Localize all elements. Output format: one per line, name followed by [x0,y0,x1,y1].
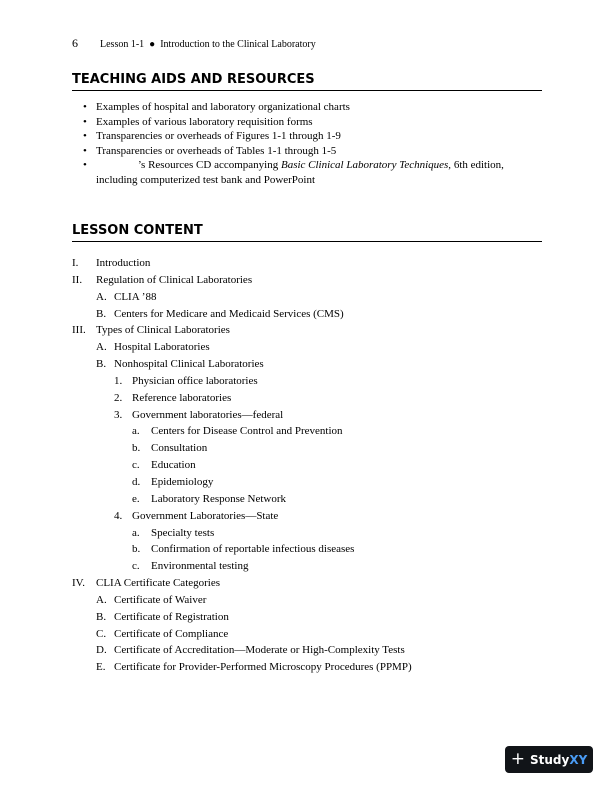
outline-text: Epidemiology [151,475,214,488]
aid-item-resources-cd: • ’s Resources CD accompanying Basic Clinical Laboratory Techniques, 6th edition, including computerized test bank and PowerPoint [72,158,542,187]
outline-text: CLIA Certificate Categories [96,577,221,590]
outline-text: Hospital Laboratories [114,341,210,354]
outline-marker: c. [132,459,140,472]
outline-marker: A. [96,290,107,303]
outline-item [72,508,542,525]
header-bullet: ● [149,39,156,50]
header-title: Introduction to the Clinical Laboratory [160,39,316,50]
outline-marker: A. [96,341,107,354]
outline-item [72,407,542,424]
outline-text: Physician office laboratories [132,374,258,387]
outline-marker: C. [96,627,107,640]
outline-text: Confirmation of reportable infectious diseases [151,543,355,556]
lesson-content-heading: LESSON CONTENT [72,223,542,242]
outline-item [72,626,542,643]
outline-marker: c. [132,560,140,573]
outline-item [72,423,542,440]
outline-item [72,272,542,289]
outline-item [72,491,542,508]
outline-item [72,255,542,272]
outline-item [72,642,542,659]
outline-text: Centers for Medicare and Medicaid Services (CMS) [114,307,344,320]
outline-item [72,575,542,592]
aid-item: • Examples of various laboratory requisition forms [72,115,542,130]
outline-text: Certificate of Compliance [114,627,229,640]
teaching-aids-list [72,100,542,187]
outline-marker: B. [96,358,107,371]
outline-marker: III. [72,324,86,337]
studyxy-logo[interactable] [505,746,593,773]
outline-item [72,558,542,575]
outline-item [72,390,542,407]
outline-item [72,373,542,390]
running-header [72,36,316,51]
outline-item [72,457,542,474]
teaching-aids-heading: TEACHING AIDS AND RESOURCES [72,72,542,91]
outline-text: Education [151,459,196,472]
page-number: 6 [72,36,78,50]
outline-marker: d. [132,475,141,488]
outline-item [72,322,542,339]
outline-text: CLIA ’88 [114,290,157,303]
outline-item [72,306,542,323]
lesson-label: Lesson 1-1 [100,39,145,50]
outline-item [72,289,542,306]
aid-item: • Transparencies or overheads of Tables 1-1 through 1-5 [72,144,542,159]
outline-marker: 1. [114,374,123,387]
outline-item [72,339,542,356]
outline-item [72,525,542,542]
outline-marker: I. [72,257,79,269]
outline-marker: D. [96,644,107,657]
outline-marker: a. [132,526,140,539]
outline-item [72,474,542,491]
aid-item: • Examples of hospital and laboratory organizational charts [72,100,542,115]
outline-text: Nonhospital Clinical Laboratories [114,358,264,371]
aid-item: • Transparencies or overheads of Figures 1-1 through 1-9 [72,129,542,144]
outline-marker: a. [132,425,140,438]
outline-marker: B. [96,610,107,623]
outline-marker: 4. [114,509,123,522]
outline-marker: 3. [114,408,123,421]
outline-item [72,659,542,676]
outline-marker: 2. [114,391,123,404]
outline-text: Certificate of Registration [114,610,229,623]
outline-text: Specialty tests [151,526,215,539]
logo-text: StudyXY [529,752,588,767]
outline-text: Types of Clinical Laboratories [96,324,230,337]
outline-text: Consultation [151,442,208,455]
outline-text: Regulation of Clinical Laboratories [96,273,253,286]
plus-icon: + [510,749,525,769]
outline-item [72,592,542,609]
outline-text: Reference laboratories [132,391,232,404]
outline-text: Government laboratories—federal [132,408,284,421]
outline-text: Certificate for Provider-Performed Microscopy Procedures (PPMP) [114,661,412,674]
outline-item [72,609,542,626]
outline-text: Government Laboratories—State [132,509,279,522]
outline-item [72,356,542,373]
outline-marker: e. [132,492,140,505]
outline-text: Centers for Disease Control and Prevention [151,425,343,438]
outline-text: Introduction [96,257,151,269]
outline-marker: B. [96,307,107,320]
outline-item [72,541,542,558]
outline-marker: A. [96,593,107,606]
outline-marker: b. [132,543,141,556]
outline-text: Certificate of Accreditation—Moderate or High-Complexity Tests [114,644,405,657]
outline-text: Environmental testing [151,560,249,573]
outline-item [72,440,542,457]
outline-text: Laboratory Response Network [151,492,287,505]
outline-marker: E. [96,661,106,674]
outline-marker: b. [132,442,141,455]
outline-text: Certificate of Waiver [114,593,207,606]
lesson-outline [72,255,542,676]
outline-marker: II. [72,273,83,286]
outline-marker: IV. [72,577,85,590]
